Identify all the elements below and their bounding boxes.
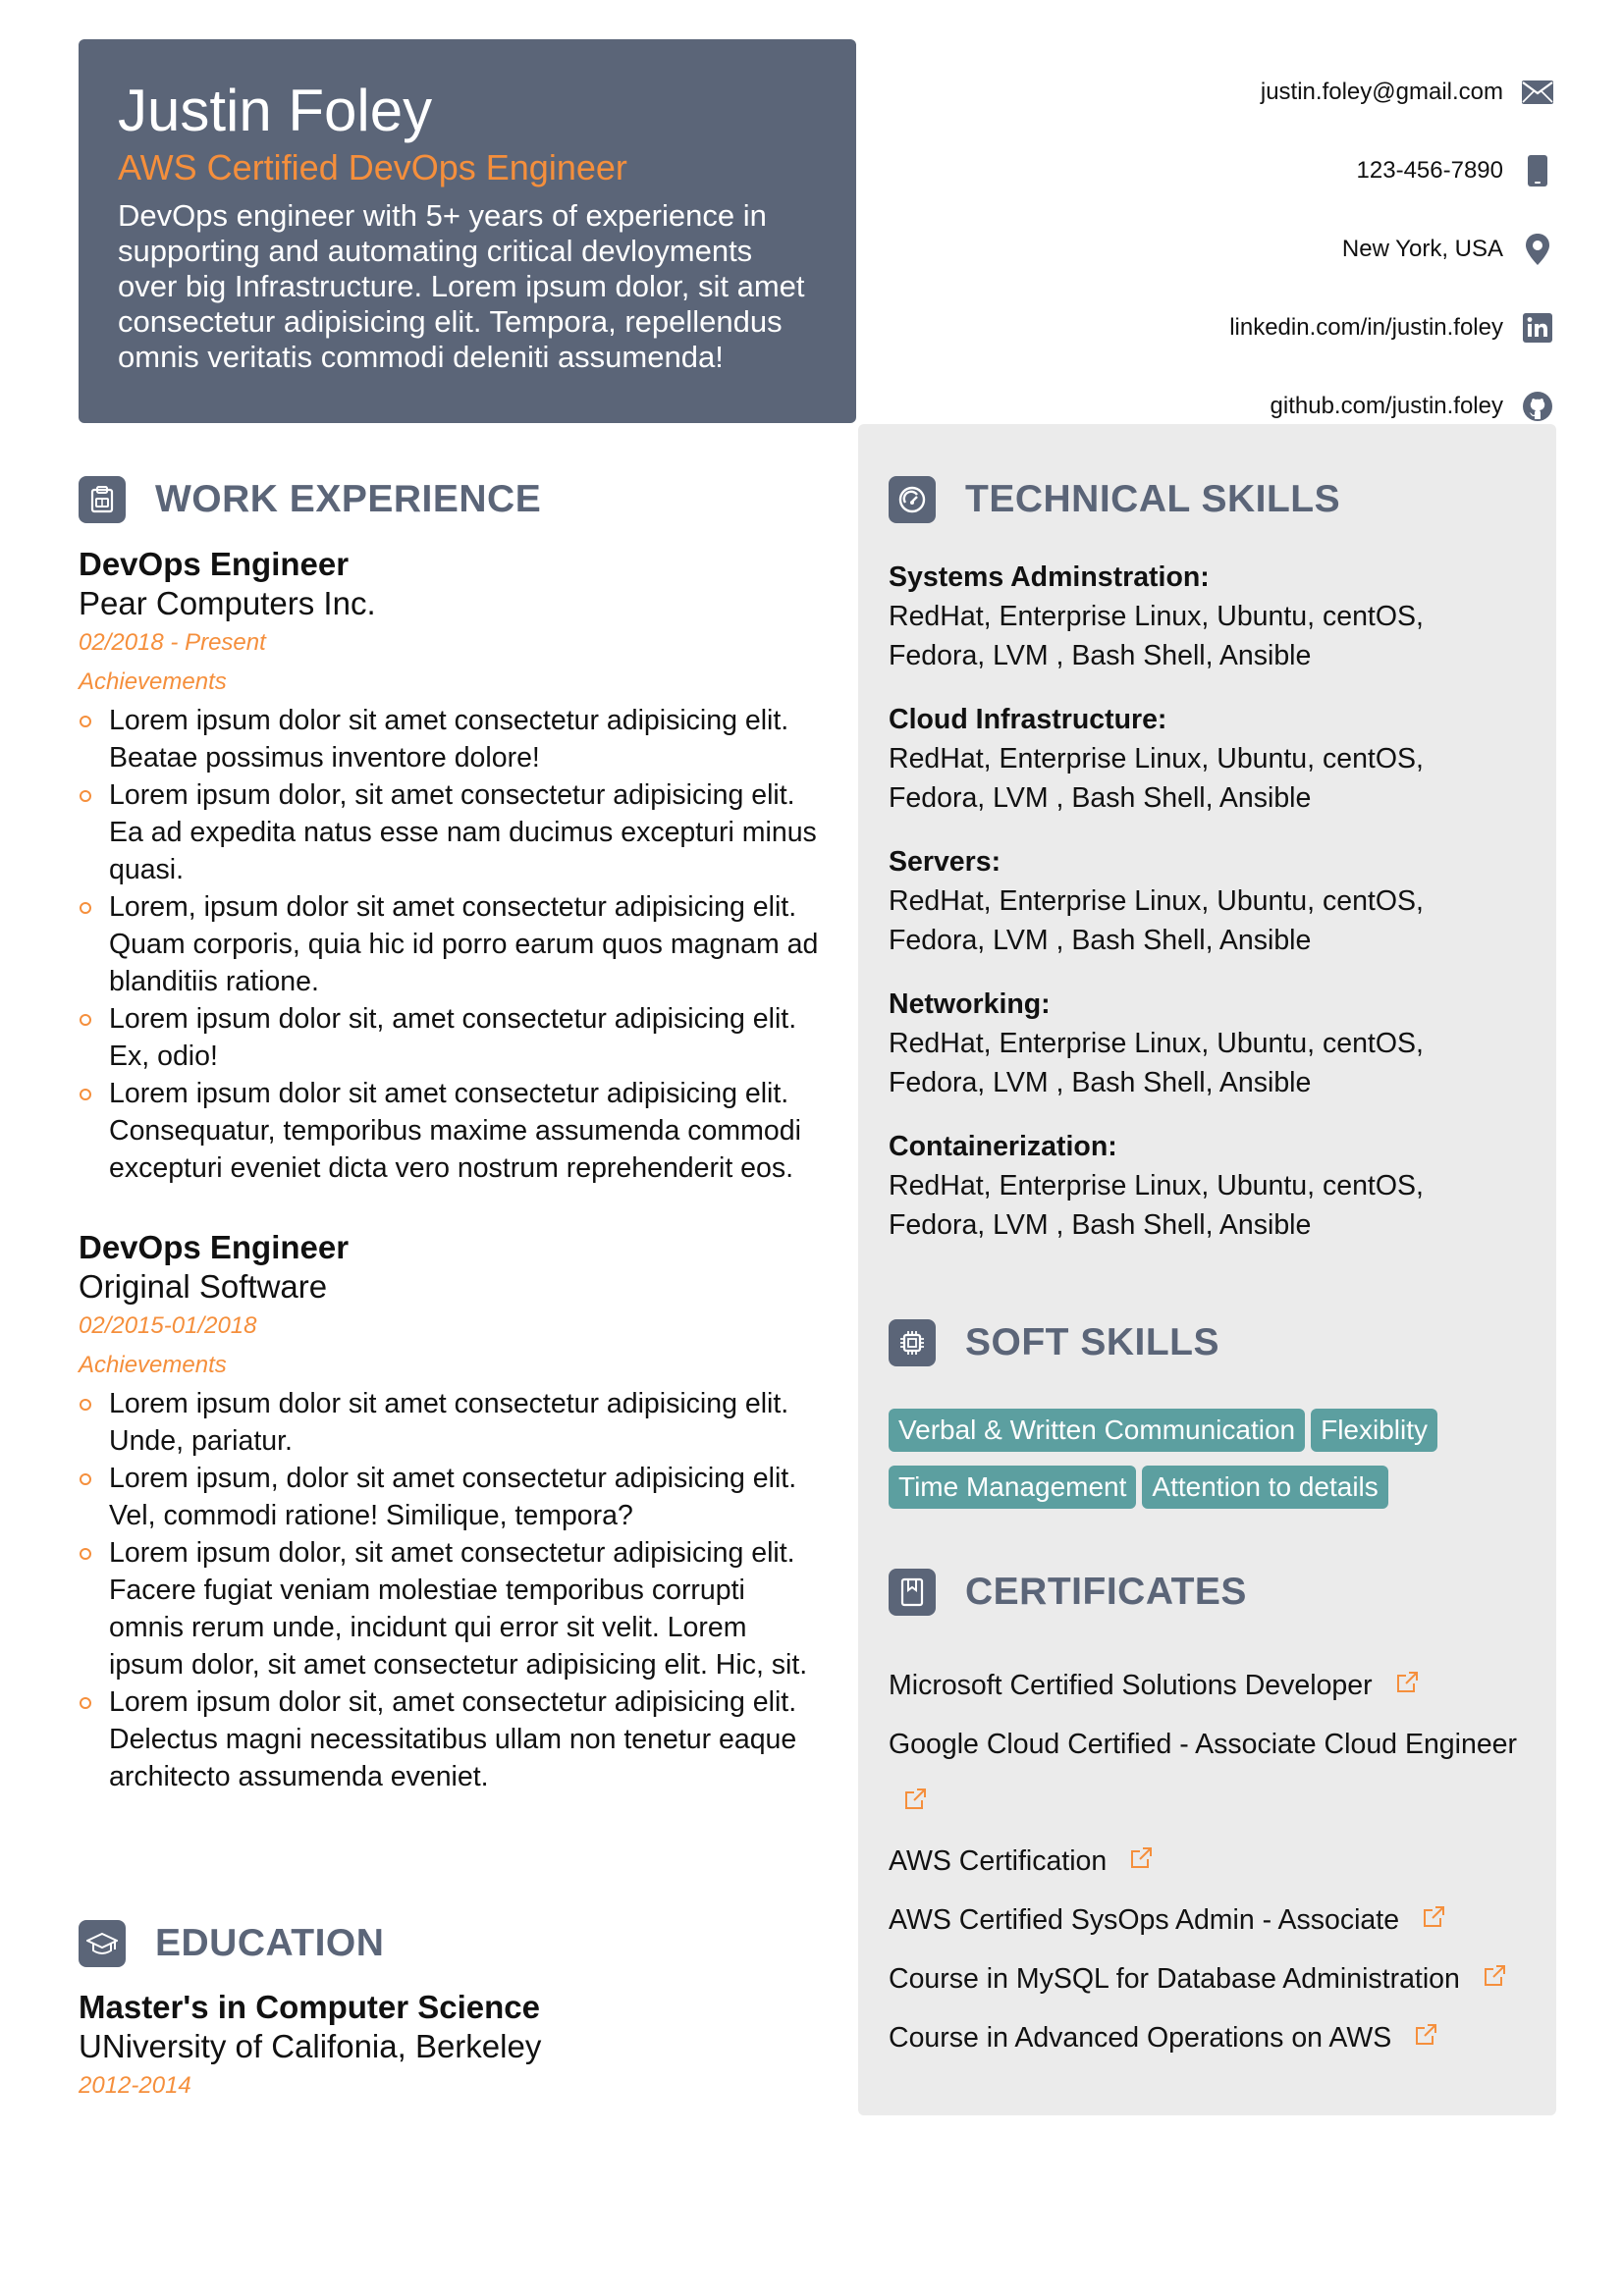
soft-skill-tag: Attention to details	[1142, 1466, 1387, 1509]
certificate-item[interactable]	[889, 1950, 1537, 2009]
github-icon	[1521, 390, 1554, 423]
work-experience-heading	[79, 476, 541, 523]
certificates-heading	[889, 1569, 1247, 1616]
contact-phone[interactable]	[867, 132, 1554, 210]
candidate-name: Justin Foley	[118, 78, 433, 143]
achievement-item: Lorem ipsum dolor sit amet consectetur adipisicing elit. Unde, pariatur.	[79, 1385, 825, 1460]
contact-linkedin[interactable]	[867, 289, 1554, 367]
certificate-name[interactable]: Course in MySQL for Database Administration	[889, 1962, 1460, 1995]
achievements-label: Achievements	[79, 1352, 227, 1378]
skill-group-items: RedHat, Enterprise Linux, Ubuntu, centOS, Fedora, LVM , Bash Shell, Ansible	[889, 1170, 1424, 1241]
skill-group-items: RedHat, Enterprise Linux, Ubuntu, centOS, Fedora, LVM , Bash Shell, Ansible	[889, 885, 1424, 956]
section-title-certificates: CERTIFICATES	[965, 1571, 1247, 1613]
education-school: UNiversity of Califonia, Berkeley	[79, 2028, 542, 2064]
skill-group-name: Cloud Infrastructure:	[889, 704, 1167, 735]
certificate-item[interactable]	[889, 2009, 1537, 2068]
external-link-icon[interactable]	[1413, 2010, 1438, 2068]
achievement-item: Lorem, ipsum dolor sit amet consectetur adipisicing elit. Quam corporis, quia hic id porro earum quos magnam ad blanditiis ratione.	[79, 888, 825, 1000]
skill-group	[889, 1127, 1517, 1245]
graduation-cap-icon	[79, 1920, 126, 1967]
external-link-icon[interactable]	[1128, 1834, 1154, 1892]
achievement-item: Lorem ipsum, dolor sit amet consectetur adipisicing elit. Vel, commodi ratione! Similique, tempora?	[79, 1460, 825, 1534]
skill-group-name: Containerization:	[889, 1131, 1117, 1162]
soft-skill-tag: Verbal & Written Communication	[889, 1409, 1305, 1452]
soft-skills-heading	[889, 1319, 1219, 1366]
skill-group-items: RedHat, Enterprise Linux, Ubuntu, centOS, Fedora, LVM , Bash Shell, Ansible	[889, 743, 1424, 814]
certificate-name[interactable]: AWS Certification	[889, 1844, 1108, 1877]
skill-group	[889, 985, 1517, 1102]
clipboard-icon	[79, 476, 126, 523]
skill-group-name: Networking:	[889, 988, 1051, 1020]
bookmark-icon	[889, 1569, 936, 1616]
job-title: DevOps Engineer	[79, 546, 350, 582]
gauge-icon	[889, 476, 936, 523]
section-title-education: EDUCATION	[155, 1922, 385, 1964]
education-dates: 2012-2014	[79, 2072, 191, 2099]
job-company: Pear Computers Inc.	[79, 585, 376, 621]
skill-group-name: Servers:	[889, 846, 1001, 878]
skill-group	[889, 558, 1517, 675]
contact-github-text[interactable]: github.com/justin.foley	[1270, 393, 1503, 419]
achievement-item: Lorem ipsum dolor sit, amet consectetur adipisicing elit. Ex, odio!	[79, 1000, 825, 1075]
contact-phone-text[interactable]: 123-456-7890	[1356, 157, 1503, 184]
soft-skill-tag: Time Management	[889, 1466, 1136, 1509]
job-company: Original Software	[79, 1268, 328, 1305]
achievement-item: Lorem ipsum dolor, sit amet consectetur adipisicing elit. Ea ad expedita natus esse nam ducimus excepturi minus quasi.	[79, 776, 825, 888]
certificate-name[interactable]: AWS Certified SysOps Admin - Associate	[889, 1903, 1400, 1936]
candidate-summary: DevOps engineer with 5+ years of experience in supporting and automating critical devloyments over big Infrastructure. Lorem ipsum dolor, sit amet consectetur adipisicing elit. Tempora, repellendus omnis veritatis commodi deleniti assumenda!	[118, 198, 805, 374]
skill-group	[889, 842, 1517, 960]
work-experience-list	[79, 545, 825, 1837]
skill-group	[889, 700, 1517, 818]
contact-linkedin-text[interactable]: linkedin.com/in/justin.foley	[1229, 314, 1503, 341]
certificate-name[interactable]: Google Cloud Certified - Associate Cloud Engineer	[889, 1728, 1518, 1760]
achievement-list	[79, 702, 825, 1187]
job-title: DevOps Engineer	[79, 1229, 350, 1265]
section-title-technical: TECHNICAL SKILLS	[965, 478, 1341, 520]
contact-email-text[interactable]: justin.foley@gmail.com	[1260, 79, 1503, 105]
education-heading	[79, 1920, 384, 1967]
achievement-item: Lorem ipsum dolor, sit amet consectetur adipisicing elit. Facere fugiat veniam molestiae temporibus corrupti omnis rerum unde, incidunt qui error sit velit. Lorem ipsum dolor, sit amet consectetur adipisicing elit. Hic, sit.	[79, 1534, 825, 1683]
technical-skills-list	[889, 558, 1517, 1269]
certificate-item[interactable]	[889, 1833, 1537, 1892]
contact-email[interactable]	[867, 53, 1554, 132]
external-link-icon[interactable]	[1394, 1658, 1420, 1716]
external-link-icon[interactable]	[902, 1775, 928, 1833]
achievement-item: Lorem ipsum dolor sit amet consectetur adipisicing elit. Beatae possimus inventore dolore!	[79, 702, 825, 776]
certificate-name[interactable]: Microsoft Certified Solutions Developer	[889, 1670, 1373, 1701]
skill-group-items: RedHat, Enterprise Linux, Ubuntu, centOS, Fedora, LVM , Bash Shell, Ansible	[889, 601, 1424, 671]
section-title-soft: SOFT SKILLS	[965, 1321, 1219, 1363]
achievements-label: Achievements	[79, 668, 227, 695]
education-degree: Master's in Computer Science	[79, 1989, 540, 2025]
external-link-icon[interactable]	[1482, 1951, 1507, 2009]
job-entry	[79, 1228, 825, 1795]
certificate-item[interactable]	[889, 1716, 1537, 1833]
job-dates: 02/2018 - Present	[79, 629, 266, 656]
contact-location-text: New York, USA	[1341, 236, 1503, 262]
certificate-name[interactable]: Course in Advanced Operations on AWS	[889, 2021, 1392, 2054]
section-title-work: WORK EXPERIENCE	[155, 478, 542, 520]
achievement-item: Lorem ipsum dolor sit amet consectetur adipisicing elit. Consequatur, temporibus maxime assumenda commodi excepturi eveniet dicta vero nostrum reprehenderit eos.	[79, 1075, 825, 1187]
candidate-headline: AWS Certified DevOps Engineer	[118, 147, 627, 187]
soft-skills-tags	[889, 1409, 1517, 1522]
contact-list	[867, 53, 1554, 446]
certificate-item[interactable]	[889, 1657, 1537, 1716]
job-dates: 02/2015-01/2018	[79, 1312, 257, 1339]
contact-location	[867, 210, 1554, 289]
soft-skill-tag: Flexiblity	[1311, 1409, 1437, 1452]
external-link-icon[interactable]	[1421, 1893, 1446, 1950]
header-box	[79, 39, 856, 423]
technical-skills-heading	[889, 476, 1340, 523]
certificate-list	[889, 1657, 1537, 2068]
map-pin-icon	[1521, 233, 1554, 266]
envelope-icon	[1521, 76, 1554, 109]
achievement-item: Lorem ipsum dolor sit, amet consectetur adipisicing elit. Delectus magni necessitatibus ullam non tenetur eaque architecto assumenda eveniet.	[79, 1683, 825, 1795]
achievement-list	[79, 1385, 825, 1795]
job-entry	[79, 545, 825, 1187]
phone-icon	[1521, 154, 1554, 187]
skill-group-name: Systems Adminstration:	[889, 561, 1210, 593]
chip-icon	[889, 1319, 936, 1366]
certificate-item[interactable]	[889, 1892, 1537, 1950]
linkedin-icon	[1521, 311, 1554, 345]
education-entry	[79, 1988, 825, 2106]
skill-group-items: RedHat, Enterprise Linux, Ubuntu, centOS, Fedora, LVM , Bash Shell, Ansible	[889, 1028, 1424, 1098]
